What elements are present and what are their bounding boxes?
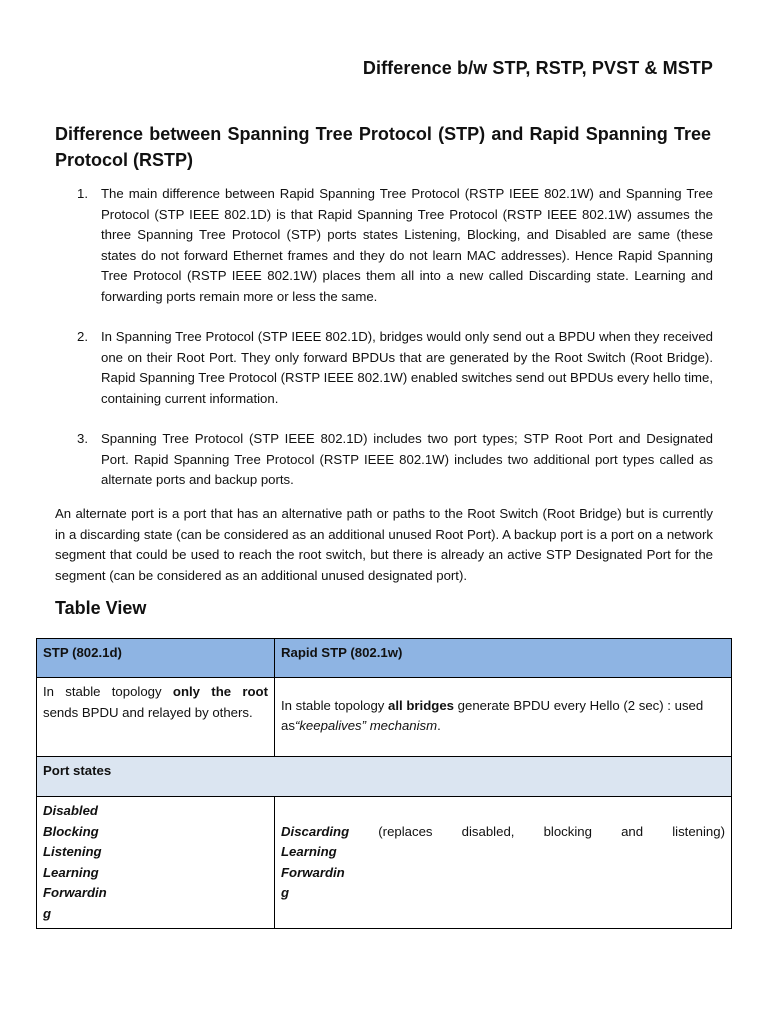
list-item	[55, 429, 713, 491]
list-item-number: 2.	[77, 329, 88, 344]
table-row	[37, 797, 732, 929]
stp-state: Listening	[43, 844, 102, 859]
list-item-number: 3.	[77, 431, 88, 446]
rstp-state: g	[281, 885, 290, 900]
stp-state: Blocking	[43, 823, 99, 839]
header-stp: STP (802.1d)	[37, 639, 275, 678]
list-item	[55, 327, 713, 409]
list-item-text: Spanning Tree Protocol (STP IEEE 802.1D) includes two port types; STP Root Port and Designated Port. Rapid Spanning Tree Protocol (RSTP IEEE 802.1W) includes two additional port types called as alternate ports and backup ports.	[101, 431, 713, 487]
stp-state: Learning	[43, 864, 99, 880]
port-states-label: Port states	[37, 757, 732, 797]
list-item-text: The main difference between Rapid Spanning Tree Protocol (RSTP IEEE 802.1W) and Spanning Tree Protocol (STP IEEE 802.1D) is that Rapid Spanning Tree Protocol (RSTP IEEE 802.1W) assumes the three Spanning Tree Protocol (STP) ports states Listening, Blocking, and Disabled are same (these states do not forward Ethernet frames and they do not learn MAC addresses). Hence Rapid Spanning Tree Protocol (RSTP IEEE 802.1W) places them all into a new called Discarding state. Learning and forwarding ports remain more or less the same.	[101, 186, 713, 304]
rstp-states-cell	[275, 797, 732, 929]
table-section-row	[37, 757, 732, 797]
section-title: Difference between Spanning Tree Protocol (STP) and Rapid Spanning Tree Protocol (RSTP)	[55, 124, 711, 170]
rstp-state: Learning	[281, 844, 337, 859]
rstp-bpdu-cell: In stable topology all bridges generate BPDU every Hello (2 sec) : used as“keepalives” mechanism.	[275, 678, 732, 757]
stp-state: Forwardin	[43, 885, 107, 900]
comparison-table	[36, 638, 732, 929]
table-title: Table View	[55, 598, 147, 618]
list-item	[55, 184, 713, 307]
table-row	[37, 678, 732, 757]
header-rstp: Rapid STP (802.1w)	[275, 639, 732, 678]
table-header-row	[37, 639, 732, 678]
difference-list	[55, 184, 713, 491]
rstp-state-discarding: Discarding (replaces disabled, blocking and listening)	[281, 823, 725, 839]
ports-paragraph: An alternate port is a port that has an alternative path or paths to the Root Switch (Root Bridge) but is currently in a discarding state (can be considered as an additional unused Root Port). A backup port is a port on a network segment that could be used to reach the root switch, but there is already an active STP Designated Port for the segment (can be considered as an additional unused designated port).	[55, 506, 713, 583]
page-header-title: Difference b/w STP, RSTP, PVST & MSTP	[362, 58, 713, 78]
list-item-text: In Spanning Tree Protocol (STP IEEE 802.1D), bridges would only send out a BPDU when they received one on their Root Port. They only forward BPDUs that are generated by the Root Switch (Root Bridge). Rapid Spanning Tree Protocol (RSTP IEEE 802.1W) enabled switches send out BPDUs every hello time, containing current information.	[101, 329, 713, 406]
stp-bpdu-cell: In stable topology only the root sends BPDU and relayed by others.	[37, 678, 275, 757]
stp-state: Disabled	[43, 803, 98, 818]
rstp-state: Forwardin	[281, 864, 345, 880]
stp-states-cell	[37, 797, 275, 929]
stp-state: g	[43, 905, 52, 921]
list-item-number: 1.	[77, 186, 88, 201]
